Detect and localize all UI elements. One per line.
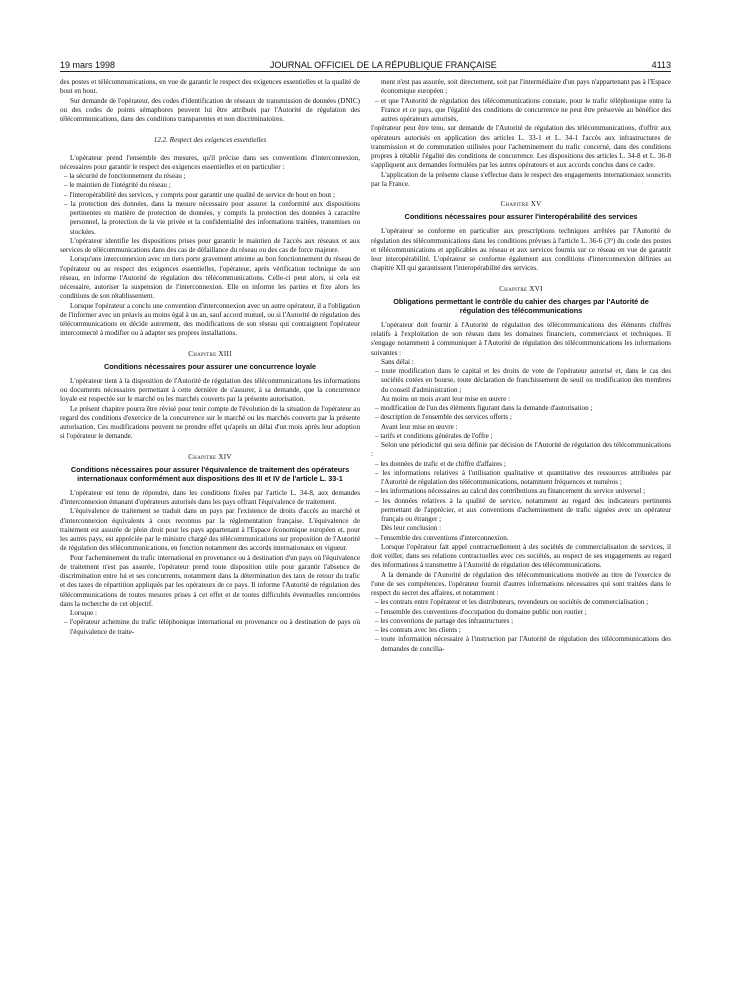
chapter-title: Conditions nécessaires pour assurer l'équivalence de traitement des opérateurs internationaux conformément aux dispositions des III et IV de l'article L. 33-1: [70, 464, 350, 483]
header-date: 19 mars 1998: [60, 60, 116, 70]
paragraph: Le présent chapitre pourra être révisé pour tenir compte de l'évolution de la situation de l'opérateur au regard des conditions d'exercice de la concurrence sur le marché ou les marchés couverts par la présente autorisation. Ces modifications peuvent ne prendre effet qu'après un délai d'un mois après leur adoption si l'opérateur le demande.: [60, 404, 360, 441]
right-column: [371, 78, 671, 654]
paragraph: L'opérateur tient à la disposition de l'Autorité de régulation des télécommunications les informations ou documents nécessaires permettant à cette dernière de s'assurer, à sa demande, que la concurrence loyale est respectée sur le marché ou les marchés couverts par la présente autorisation.: [60, 376, 360, 404]
list-item: – et que l'Autorité de régulation des télécommunications constate, pour le trafic téléphonique entre la France et ce pays, que l'égalité des conditions de concurrence ne peut être préservée au bénéfice des autres opérateurs autorisés,: [375, 96, 671, 123]
list-lead: Avant leur mise en œuvre :: [381, 422, 458, 431]
paragraph: L'opérateur est tenu de répondre, dans les conditions fixées par l'article L. 34-8, aux demandes d'interconnexion émanant d'opérateurs autorisés dans les pays offrant l'équivalence de traitement.: [60, 488, 360, 506]
paragraph: L'application de la présente clause s'effectue dans le respect des engagements internationaux souscrits par la France.: [371, 170, 671, 188]
chapter-title: Obligations permettant le contrôle du cahier des charges par l'Autorité de régulation des télécommunications: [393, 296, 649, 315]
paragraph: L'équivalence de traitement se traduit dans un pays par l'existence de droits d'accès au marché et d'interconnexion équivalents à ceux reconnus par la réglementation française. L'équivalence de traitement est assurée de plein droit pour les pays appartenant à l'Espace économique européen et, pour les autres pays, est appréciée par le ministre chargé des télécommunications sur proposition de l'Autorité de régulation des télécommunications, en fonction notamment des accords internationaux en vigueur.: [60, 507, 360, 553]
paragraph: L'opérateur identifie les dispositions prises pour garantir le maintien de l'accès aux réseaux et aux services de télécommunications dans des cas de défaillance du réseau ou des cas de force majeure.: [60, 236, 360, 254]
paragraph: Lorsque :: [70, 609, 97, 617]
paragraph: Lorsque l'opérateur fait appel contractuellement à des sociétés de commercialisation de services, il doit veiller, dans ses relations contractuelles avec ces sociétés, au respect de ses engagements au regard des informations à transmettre à l'Autorité de régulation des télécommunications.: [371, 542, 671, 570]
list-item: – le maintien de l'intégrité du réseau ;: [64, 181, 171, 190]
section-heading: 12.2. Respect des exigences essentielles: [153, 136, 267, 145]
list-item: – l'ensemble des conventions d'occupation du domaine public non routier ;: [375, 607, 587, 616]
list-item: – les informations relatives à l'utilisation qualitative et quantitative des ressources attribuées par l'Autorité de régulation des télécommunications, notamment fréquences et numéros ;: [375, 468, 671, 486]
list-item: – toute modification dans le capital et les droits de vote de l'opérateur autorisé et, dans le cas des sociétés cotées en bourse, toute déclaration de franchissement de seuil ou modification des membres du conseil d'administration ;: [375, 367, 671, 394]
paragraph: L'opérateur doit fournir à l'Autorité de régulation des télécommunications des éléments chiffrés relatifs à l'exploitation de son réseau dans les domaines financiers, commerciaux et techniques. Il s'engage notamment à communiquer à l'Autorité de régulation des télécommunications les informations suivantes :: [371, 320, 671, 357]
list-item: – les contrats entre l'opérateur et les distributeurs, revendeurs ou sociétés de commercialisation ;: [375, 598, 649, 607]
list-item: – l'interopérabilité des services, y compris pour garantir une qualité de service de bout en bout ;: [64, 190, 335, 199]
paragraph: Lorsqu'une interconnexion avec un tiers porte gravement atteinte au bon fonctionnement du réseau de l'opérateur ou au respect des exigences essentielles, l'opérateur, après vérification technique de son réseau, en informe l'Autorité de régulation des télécommunications. Celle-ci peut alors, si cela est nécessaire, autoriser la suspension de l'interconnexion. Elle en informe les parties et fixe alors les conditions de son rétablissement.: [60, 255, 360, 301]
chapter-label: Chapitre XIV: [188, 452, 232, 461]
header-page-number: 4113: [651, 60, 671, 70]
list-lead: Sans délai :: [381, 357, 414, 366]
list-item: – la protection des données, dans la mesure nécessaire pour assurer la conformité aux dispositions pertinentes en matière de protection de données, y compris la protection des données à caractère personnel, la protection de la vie privée et la confidentialité des informations traitées, transmises ou stockées.: [64, 199, 360, 236]
paragraph: Selon une périodicité qui sera définie par décision de l'Autorité de régulation des télécommunications :: [371, 441, 671, 459]
chapter-title: Conditions nécessaires pour assurer une concurrence loyale: [103, 361, 317, 371]
paragraph: L'opérateur prend l'ensemble des mesures, qu'il précise dans ses conventions d'interconnexion, nécessaires pour garantir le respect des exigences essentielles et en particulier :: [60, 153, 360, 171]
list-item: – les données relatives à la qualité de service, notamment au regard des indicateurs pertinents permettant de l'apprécier, et aux conventions d'acheminement de trafic signées avec un opérateur français ou étranger ;: [375, 496, 671, 523]
list-item: – l'opérateur achemine du trafic téléphonique international en provenance ou à destination de pays où l'équivalence de traite-: [64, 618, 360, 636]
paragraph: L'opérateur se conforme en particulier aux prescriptions techniques arrêtées par l'Autorité de régulation des télécommunications dans les conditions prévues à l'article L. 36-6 (3°) du code des postes et télécommunications et applicables au réseau et aux services fournis sur ce réseau en vue de garantir leur interopérabilité. L'opérateur se conforme également aux conditions d'interconnexion définies au chapitre XII qui garantissent l'interopérabilité des services.: [371, 227, 671, 273]
paragraph: A la demande de l'Autorité de régulation des télécommunications motivée au titre de l'exercice de l'une de ses compétences, l'opérateur fournit d'autres informations nécessaires qui sont traitées dans le respect du secret des affaires, et notamment :: [371, 570, 671, 597]
list-item-continuation: ment n'est pas assurée, soit directement, soit par l'intermédiaire d'un pays n'appartenant pas à l'Espace économique européen ;: [381, 78, 671, 96]
paragraph: Sur demande de l'opérateur, des codes d'identification de réseaux de transmission de données (DNIC) ou des codes de points sémaphores peuvent lui être attribués par l'Autorité de régulation des télécommunications, dans des conditions transparentes et non discriminatoires.: [60, 96, 360, 123]
chapter-title: Conditions nécessaires pour assurer l'interopérabilité des services: [404, 212, 638, 222]
chapter-label: Chapitre XV: [500, 200, 542, 208]
paragraph: l'opérateur peut être tenu, sur demande de l'Autorité de régulation des télécommunications, d'offrir aux opérateurs autorisés en application des articles L. 33-1 et L. 34-1 l'accès aux infrastructures de transmission et de commutation utilisées pour l'acheminement du trafic concerné, dans des conditions propres à rétablir l'égalité des conditions de concurrence. Les dispositions des articles L. 34-8 et L. 36-8 s'appliquent aux demandes formulées par les autres opérateurs et aux accords conclus dans ce cadre.: [371, 124, 671, 170]
header-rule: [60, 71, 671, 72]
list-lead: Au moins un mois avant leur mise en œuvre :: [381, 394, 511, 403]
header-journal-title: JOURNAL OFFICIEL DE LA RÉPUBLIQUE FRANÇAISE: [269, 60, 497, 70]
list-item: – tarifs et conditions générales de l'offre ;: [375, 431, 493, 440]
list-item: – la sécurité de fonctionnement du réseau ;: [64, 172, 186, 180]
list-lead: Dès leur conclusion :: [381, 524, 442, 533]
paragraph: des postes et télécommunications, en vue de garantir le respect des exigences essentielles et la qualité de bout en bout.: [60, 78, 360, 96]
left-column: [60, 78, 360, 637]
list-item: – description de l'ensemble des services offerts ;: [375, 413, 512, 422]
page-header: [60, 56, 671, 70]
chapter-label: Chapitre XIII: [188, 349, 232, 358]
list-item: – les conventions de partage des infrastructures ;: [375, 616, 514, 625]
list-item: – les données de trafic et de chiffre d'affaires ;: [375, 459, 506, 468]
chapter-label: Chapitre XVI: [499, 284, 543, 293]
list-item: – l'ensemble des conventions d'interconnexion.: [375, 533, 509, 542]
paragraph: Pour l'acheminement du trafic international en provenance ou à destination d'un pays où l'équivalence de traitement n'est pas assurée, l'opérateur prend toute disposition utile pour garantir l'absence de discrimination entre lui et ses concurrents, notamment dans la détermination des taux de retour du trafic et des taxes de répartition appliqués par les opérateurs de ce pays. Il informe l'Autorité de régulation des télécommunications de toutes mesures prises à cet effet et de toutes difficultés éventuelles rencontrées dans la recherche de cet objectif.: [60, 553, 360, 608]
paragraph: Lorsque l'opérateur a conclu une convention d'interconnexion avec un autre opérateur, il a l'obligation de l'informer avec un préavis au moins égal à un an, sauf accord mutuel, ou si l'Autorité de régulation des télécommunications en décide autrement, des modifications de son réseau qui contraignent l'opérateur interconnecté à modifier ou à adapter ses propres installations.: [60, 301, 360, 338]
list-item: – les contrats avec les clients ;: [375, 626, 461, 634]
list-item: – les informations nécessaires au calcul des contributions au financement du service universel ;: [375, 487, 646, 496]
list-item: – toute information nécessaire à l'instruction par l'Autorité de régulation des télécommunications des demandes de concilia-: [375, 635, 671, 653]
list-item: – modification de l'un des éléments figurant dans la demande d'autorisation ;: [375, 404, 593, 412]
